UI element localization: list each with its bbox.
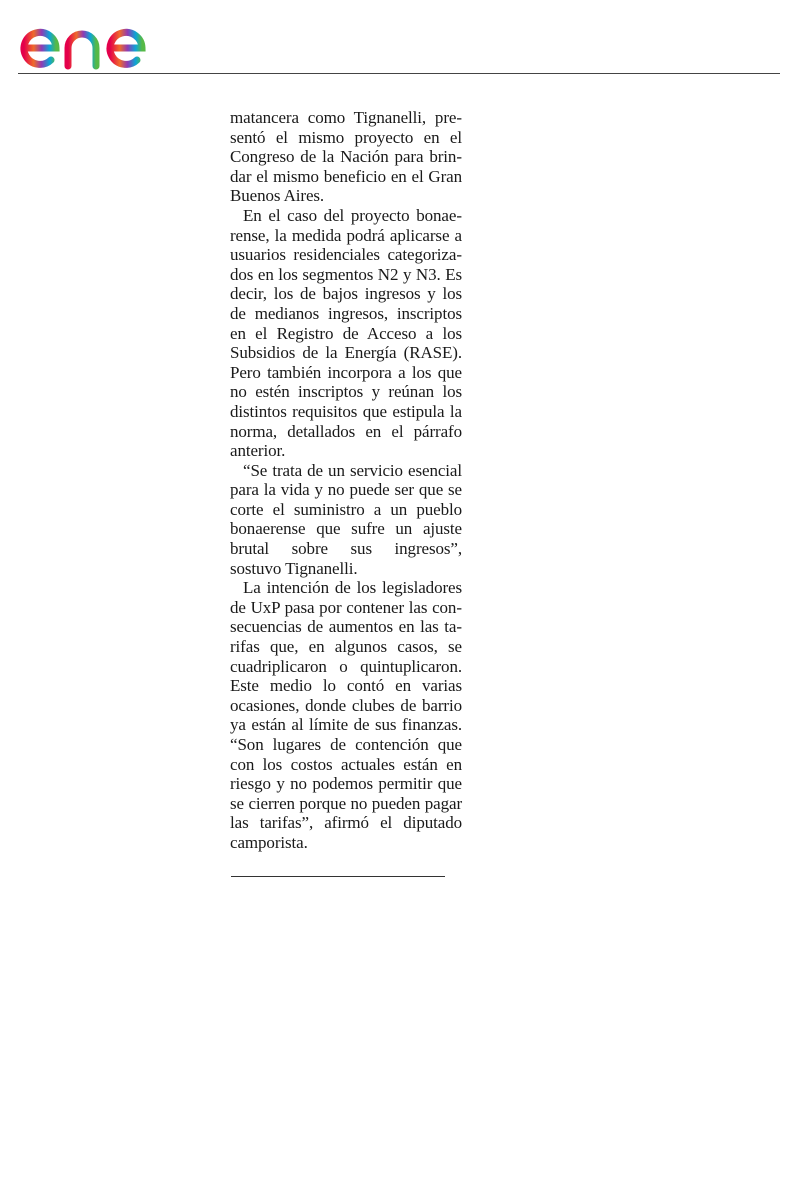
article-column: [230, 108, 462, 853]
enel-logo-icon: [18, 8, 178, 70]
article-paragraph-1: matancera como Tignanelli, presentó el mismo proyecto en el Congreso de la Nación para brindar el mismo beneficio en el Gran Buenos Aires.: [230, 108, 462, 206]
article-paragraph-2: En el caso del proyecto bonaerense, la medida podrá aplicarse a usuarios residenciales categorizados en los segmentos N2 y N3. Es decir, los de bajos ingresos y los de medianos ingresos, inscriptos en el Registro de Acceso a los Subsidios de la Energía (RASE). Pero también incorpora a los que no estén inscriptos y reúnan los distintos requisitos que estipula la norma, detallados en el párrafo anterior.: [230, 205, 462, 461]
article-paragraph-3: “Se trata de un servicio esencial para la vida y no puede ser que se corte el suministro a un pueblo bonaerense que sufre un ajuste brutal sobre sus ingresos”, sostuvo Tignanelli.: [230, 460, 462, 578]
header-rule: [18, 73, 780, 74]
article-end-rule: [231, 876, 445, 877]
article-paragraph-4: La intención de los legisladores de UxP pasa por contener las consecuencias de aumentos en las tarifas que, en algunos casos, se cuadriplicaron o quintuplicaron. Este medio lo contó en varias ocasiones, donde clubes de barrio ya están al límite de sus finanzas. “Son lugares de contención que con los costos actuales están en riesgo y no podemos permitir que se cierren porque no pueden pagar las tarifas”, afirmó el diputado camporista.: [230, 578, 462, 852]
